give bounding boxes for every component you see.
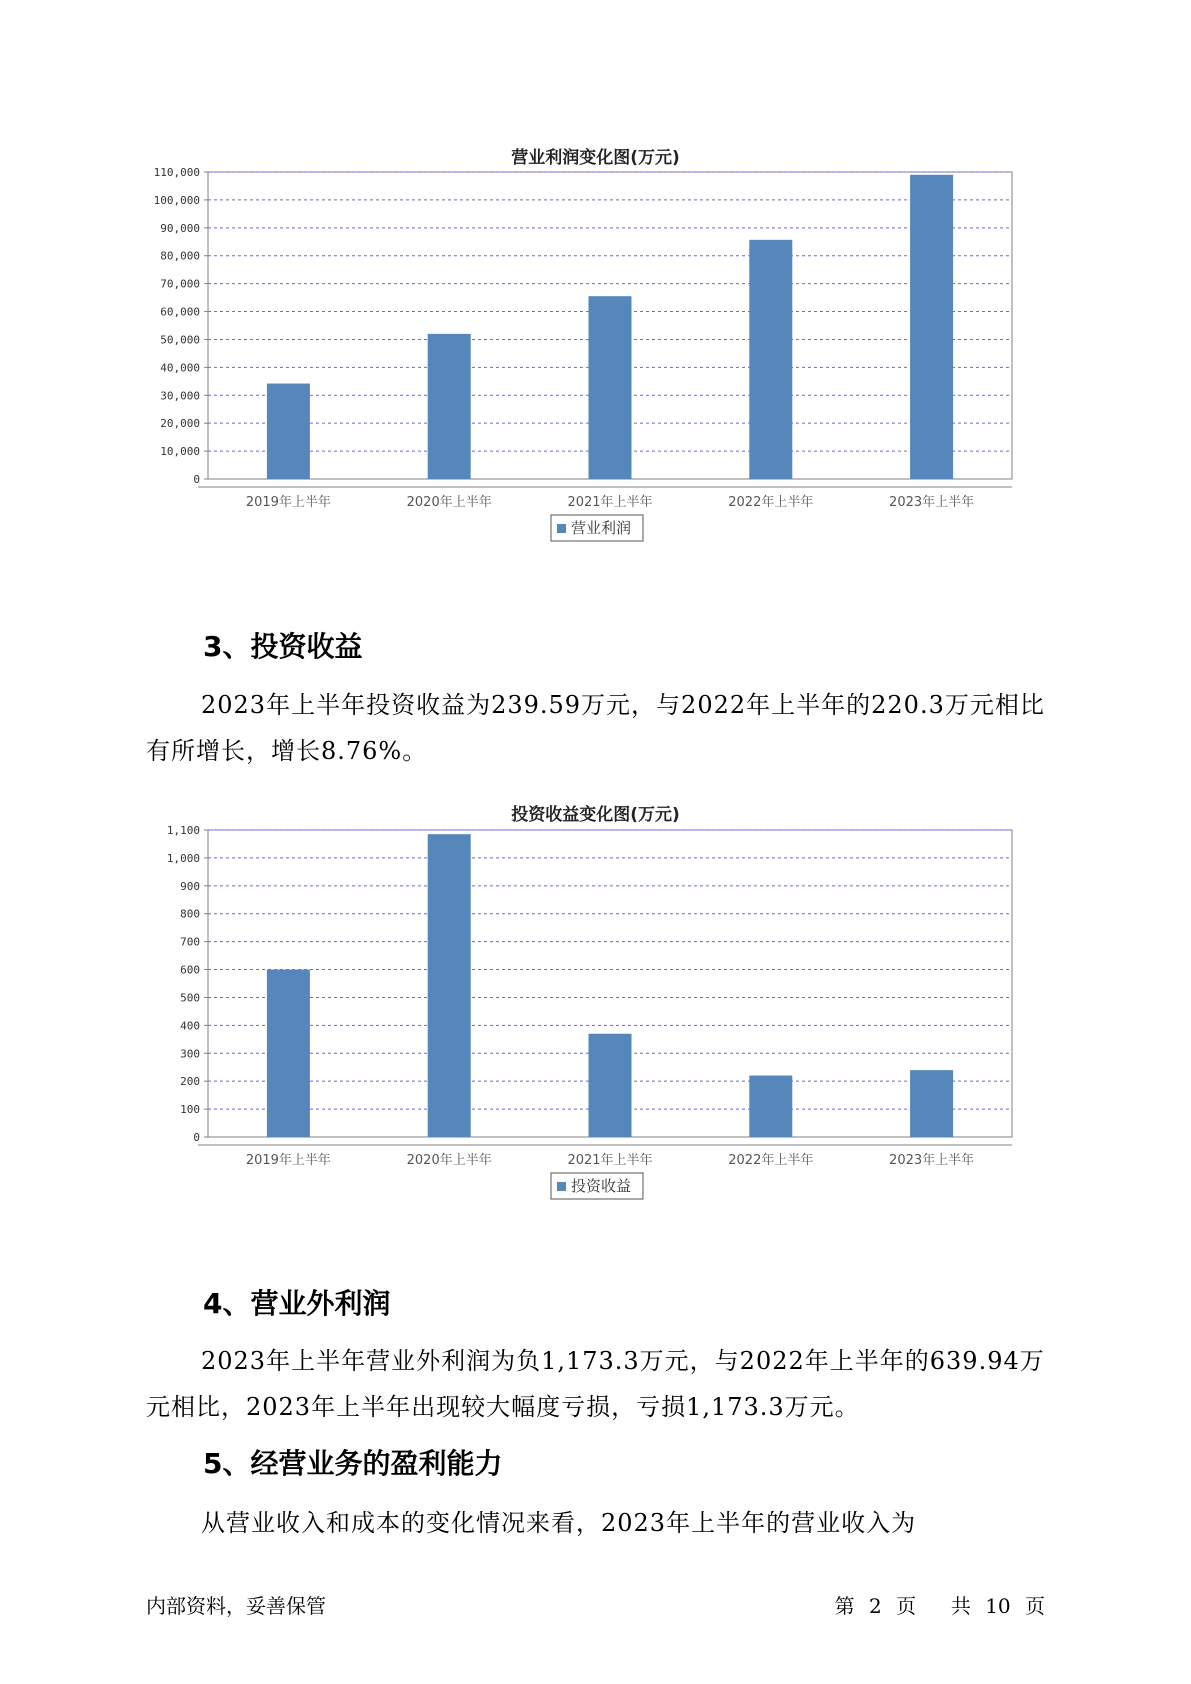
y-tick-label: 110,000 [153,166,200,179]
x-category-label: 2021年上半年 [567,1153,653,1168]
y-tick-label: 100,000 [153,193,200,207]
bar-2 [428,834,471,1137]
x-category-label: 2022年上半年 [728,1153,814,1168]
y-tick-label: 80,000 [160,249,200,263]
x-category-label: 2019年上半年 [245,495,331,510]
legend [551,515,643,541]
y-tick-label: 90,000 [160,221,200,235]
y-tick-label: 300 [180,1047,200,1061]
x-category-label: 2023年上半年 [889,495,975,510]
footer-page-prefix: 第 [834,1594,855,1618]
y-tick-label: 800 [180,907,200,921]
bar-1 [267,384,310,479]
y-tick-label: 100 [180,1103,200,1117]
bar-2 [428,334,471,479]
section5-paragraph: 从营业收入和成本的变化情况来看，2023年上半年的营业收入为 [201,1509,917,1537]
y-tick-label: 1,000 [166,851,200,865]
x-category-label: 2020年上半年 [406,495,492,510]
legend-swatch [557,524,566,533]
chart2-title: 投资收益变化图(万元) [511,805,680,825]
y-tick-label: 70,000 [160,277,200,291]
section4-heading: 4、营业外利润 [203,1287,391,1320]
y-tick-label: 0 [193,473,200,486]
x-category-label: 2023年上半年 [889,1153,975,1168]
y-tick-label: 60,000 [160,305,200,319]
bar-4 [749,1076,792,1137]
section3-paragraph: 2023年上半年投资收益为239.59万元，与2022年上半年的220.3万元相比有所增长，增长8.76%。 [146,691,1045,765]
y-tick-label: 700 [180,935,200,949]
legend-swatch [557,1182,566,1191]
footer-total-unit: 页 [1025,1594,1045,1618]
y-tick-label: 20,000 [160,417,200,431]
bar-1 [267,970,310,1137]
y-tick-label: 500 [180,991,200,1005]
legend-label: 投资收益 [571,1177,632,1195]
bar-3 [589,1034,632,1137]
y-tick-label: 50,000 [160,333,200,347]
footer-page-number [835,1590,1045,1619]
bar-4 [749,240,792,479]
x-category-label: 2022年上半年 [728,495,814,510]
footer-page-num: 2 [869,1594,882,1618]
y-tick-label: 400 [180,1019,200,1033]
legend [551,1173,643,1199]
footer-confidential-note: 内部资料，妥善保管 [146,1594,326,1618]
legend-label: 营业利润 [571,519,632,537]
chart1-operating-profit [0,160,1191,600]
footer-total-prefix: 共 [950,1594,971,1618]
section3-heading: 3、投资收益 [203,630,363,663]
y-tick-label: 1,100 [166,824,200,837]
chart1-title: 营业利润变化图(万元) [511,148,680,168]
y-tick-label: 600 [180,963,200,977]
y-tick-label: 40,000 [160,361,200,375]
chart2-investment-income [0,818,1191,1258]
section4-paragraph: 2023年上半年营业外利润为负1,173.3万元，与2022年上半年的639.94万元相比，2023年上半年出现较大幅度亏损，亏损1,173.3万元。 [146,1347,1045,1421]
y-tick-label: 30,000 [160,389,200,403]
y-tick-label: 200 [180,1075,200,1089]
section5-heading: 5、经营业务的盈利能力 [203,1447,503,1480]
footer-page-unit: 页 [896,1594,917,1618]
x-category-label: 2020年上半年 [406,1153,492,1168]
bar-5 [910,175,953,479]
y-tick-label: 900 [180,879,200,893]
y-tick-label: 10,000 [160,445,200,459]
y-tick-label: 0 [193,1131,200,1144]
x-category-label: 2019年上半年 [245,1153,331,1168]
x-category-label: 2021年上半年 [567,495,653,510]
bar-5 [910,1070,953,1137]
footer-total-num: 10 [985,1594,1011,1618]
bar-3 [589,296,632,479]
